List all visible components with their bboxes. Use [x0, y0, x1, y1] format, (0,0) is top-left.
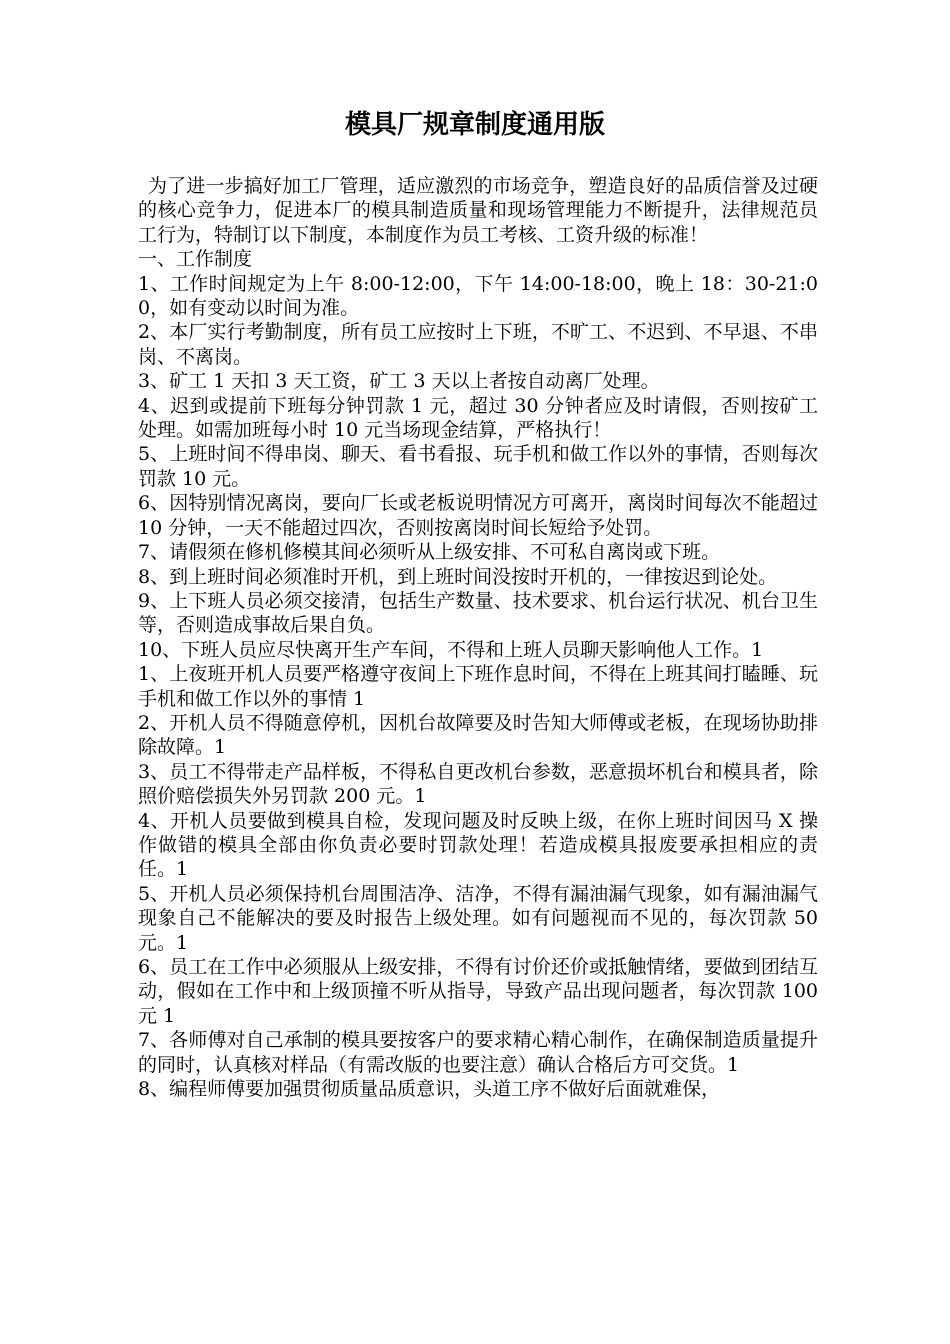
rule-paragraph: 7、各师傅对自己承制的模具要按客户的要求精心精心制作，在确保制造质量提升的同时，认真核对样品（有需改版的也要注意）确认合格后方可交货。1 [138, 1029, 818, 1076]
rule-paragraph: 1、上夜班开机人员要严格遵守夜间上下班作息时间，不得在上班其间打瞌睡、玩手机和做工作以外的事情 1 [138, 663, 818, 710]
rule-paragraph: 7、请假须在修机修模其间必须听从上级安排、不可私自离岗或下班。 [138, 541, 721, 564]
rule-paragraph: 1、工作时间规定为上午 8:00-12:00，下午 14:00-18:00，晚上 18：30-21:00，如有变动以时间为准。 [138, 272, 818, 320]
rule-paragraph: 10、下班人员应尽快离开生产车间，不得和上班人员聊天影响他人工作。1 [138, 638, 764, 661]
rule-paragraph: 8、编程师傅要加强贯彻质量品质意识，头道工序不做好后面就难保， [138, 1078, 721, 1101]
rule-paragraph: 4、迟到或提前下班每分钟罚款 1 元，超过 30 分钟者应及时请假，否则按矿工处理。如需加班每小时 10 元当场现金结算，严格执行！ [138, 394, 818, 442]
rule-paragraph: 8、到上班时间必须准时开机，到上班时间没按时开机的，一律按迟到论处。 [138, 565, 778, 588]
rule-paragraph: 2、本厂实行考勤制度，所有员工应按时上下班，不旷工、不迟到、不早退、不串岗、不离岗。 [138, 321, 818, 368]
rule-paragraph: 5、开机人员必须保持机台周围洁净、洁净，不得有漏油漏气现象，如有漏油漏气现象自己不能解决的要及时报告上级处理。如有问题视而不见的，每次罚款 50 元。1 [138, 882, 818, 954]
rule-paragraph: 6、员工在工作中必须服从上级安排，不得有讨价还价或抵触情绪，要做到团结互动，假如在工作中和上级顶撞不听从指导，导致产品出现问题者，每次罚款 100 元 1 [138, 956, 818, 1027]
intro-paragraph: 为了进一步搞好加工厂管理，适应激烈的市场竞争，塑造良好的品质信誉及过硬的核心竞争力，促进本厂的模具制造质量和现场管理能力不断提升，法律规范员工行为，特制订以下制度，本制度作为员工考核、工资升级的标准！ [138, 175, 818, 246]
section-heading: 一、工作制度 [138, 248, 253, 271]
rule-paragraph: 3、矿工 1 天扣 3 天工资，矿工 3 天以上者按自动离厂处理。 [138, 370, 660, 393]
document-body [138, 174, 818, 1101]
rule-paragraph: 9、上下班人员必须交接清，包括生产数量、技术要求、机台运行状况、机台卫生等，否则造成事故后果自负。 [138, 589, 818, 637]
rule-paragraph: 2、开机人员不得随意停机，因机台故障要及时告知大师傅或老板，在现场协助排除故障。1 [138, 711, 818, 759]
rule-paragraph: 4、开机人员要做到模具自检，发现问题及时反映上级，在你上班时间因马 X 操作做错的模具全部由你负责必要时罚款处理！若造成模具报废要承担相应的责任。1 [138, 809, 818, 881]
document-title: 模具厂规章制度通用版 [344, 110, 605, 140]
rule-paragraph: 3、员工不得带走产品样板，不得私自更改机台参数，恶意损坏机台和模具者，除照价赔偿损失外另罚款 200 元。1 [138, 760, 818, 808]
rule-paragraph: 5、上班时间不得串岗、聊天、看书看报、玩手机和做工作以外的事情，否则每次罚款 10 元。 [138, 443, 818, 490]
rule-paragraph: 6、因特别情况离岗，要向厂长或老板说明情况方可离开，离岗时间每次不能超过 10 分钟，一天不能超过四次，否则按离岗时间长短给予处罚。 [138, 492, 818, 539]
